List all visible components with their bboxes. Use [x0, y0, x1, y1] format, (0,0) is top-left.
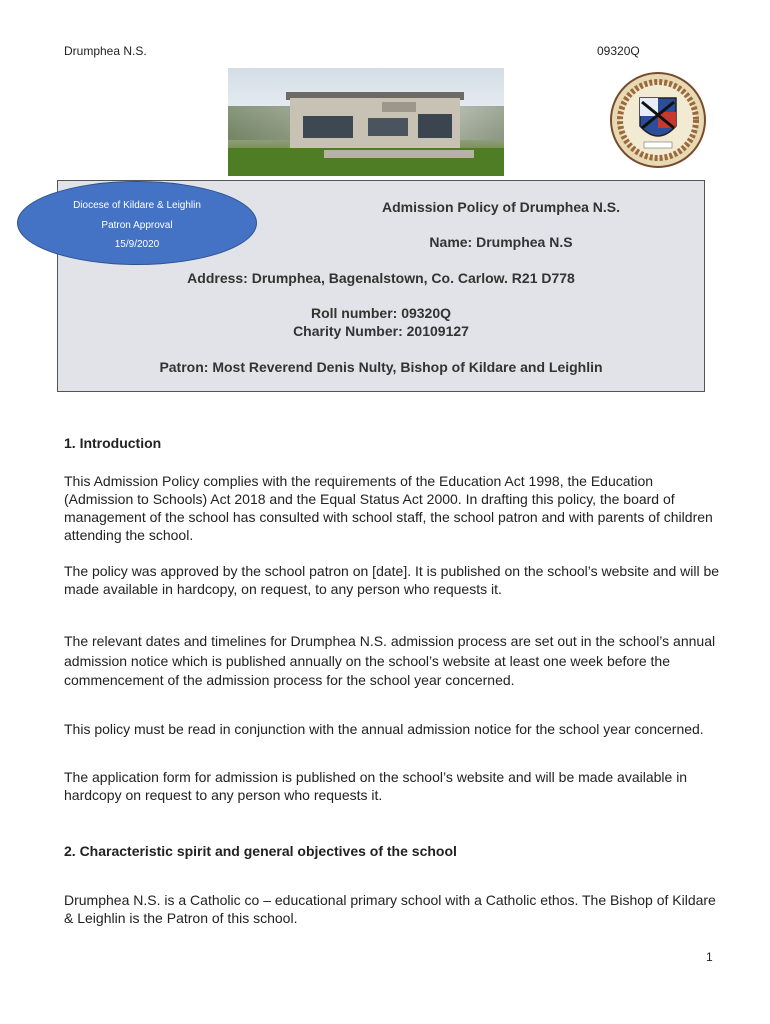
paragraph: The policy was approved by the school patron on [date]. It is published on the school’s website and will be made available in hardcopy, on request, to any person who requests it. [64, 563, 720, 597]
section-1-heading: 1. Introduction [64, 435, 162, 451]
school-patron: Patron: Most Reverend Denis Nulty, Bishop of Kildare and Leighlin [159, 359, 603, 375]
paragraph: This Admission Policy complies with the requirements of the Education Act 1998, the Education (Admission to Schools) Act 2018 and the Equal Status Act 2000. In drafting this policy, the board of management of the school has consulted with school staff, the school patron and with parents of children attending the school. [64, 473, 713, 543]
section-2-heading: 2. Characteristic spirit and general objectives of the school [64, 843, 457, 859]
header-roll-number: 09320Q [597, 44, 640, 58]
paragraph: The application form for admission is published on the school’s website and will be made available in hardcopy on request to any person who requests it. [64, 769, 688, 803]
school-name: Name: Drumphea N.S [429, 234, 573, 250]
school-address: Address: Drumphea, Bagenalstown, Co. Carlow. R21 D778 [187, 270, 575, 286]
school-building-photo [228, 68, 504, 176]
approval-diocese: Diocese of Kildare & Leighlin [73, 200, 201, 211]
header-school-name: Drumphea N.S. [64, 44, 147, 58]
approval-date: 15/9/2020 [114, 239, 160, 250]
approval-label: Patron Approval [101, 220, 173, 231]
policy-title: Admission Policy of Drumphea N.S. [381, 199, 621, 215]
paragraph: Drumphea N.S. is a Catholic co – educational primary school with a Catholic ethos. The Bishop of Kildare & Leighlin is the Patron of this school. [64, 892, 716, 926]
page-number: 1 [706, 950, 713, 964]
school-crest-icon [610, 72, 706, 168]
patron-approval-stamp [17, 181, 257, 265]
paragraph: This policy must be read in conjunction with the annual admission notice for the school year concerned. [64, 721, 704, 737]
paragraph: The relevant dates and timelines for Drumphea N.S. admission process are set out in the school’s annual admission notice which is published annually on the school’s website at least one week before the commencement of the admission process for the school year concerned. [64, 633, 716, 688]
roll-number: Roll number: 09320Q [310, 305, 452, 321]
charity-number: Charity Number: 20109127 [293, 323, 469, 339]
